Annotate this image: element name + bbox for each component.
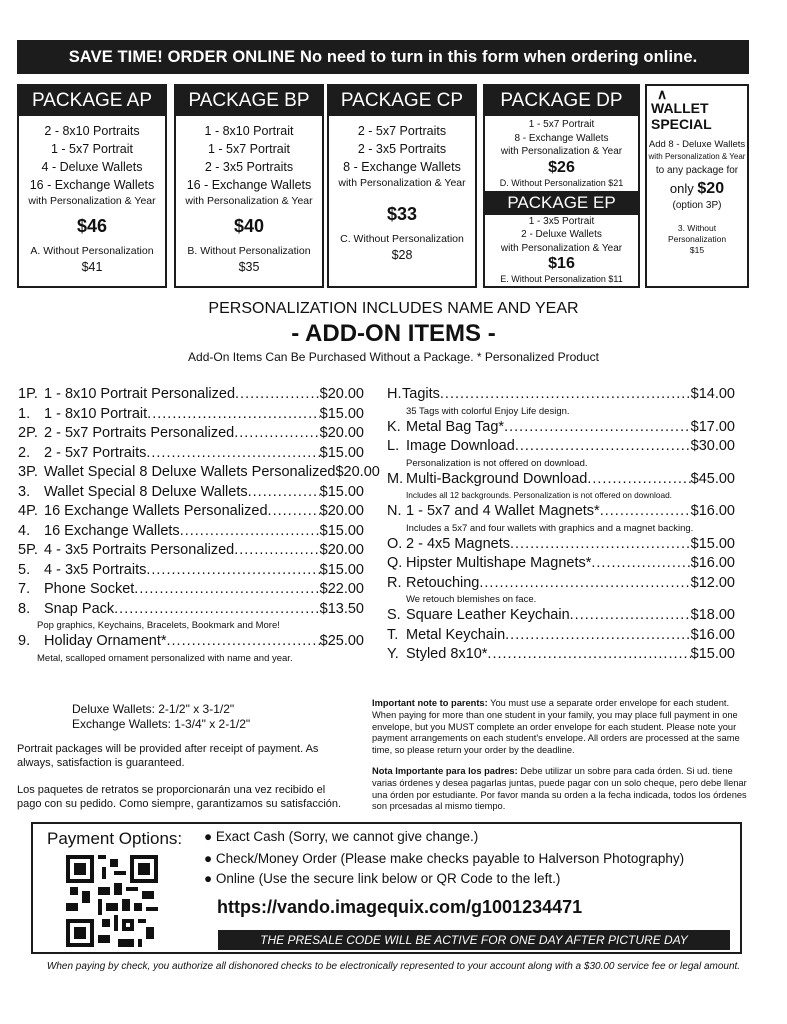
package-ep-price: $16	[548, 255, 575, 272]
addon-row: 3P. Wallet Special 8 Deluxe Wallets Personalized $20.00	[18, 464, 380, 480]
bullet-icon: ●	[204, 829, 216, 844]
package-line: 4 - Deluxe Wallets	[41, 160, 143, 174]
parents-note-es-heading: Nota Importante para los padres:	[372, 766, 518, 776]
package-line: 16 - Exchange Wallets	[29, 178, 155, 192]
payment-option-online: ● Online (Use the secure link below or QR Code to the left.)	[204, 871, 561, 886]
package-line: with Personalization & Year	[185, 195, 313, 207]
parents-note-en	[372, 698, 750, 757]
package-line: 1 - 5x7 Portrait	[51, 142, 133, 156]
portrait-note-en: Portrait packages will be provided after receipt of payment. As always, satisfaction is guaranteed.	[17, 743, 319, 769]
package-dp-title: PACKAGE DP	[485, 86, 638, 116]
addon-note: Pop graphics, Keychains, Bracelets, Bookmark and More!	[37, 620, 280, 631]
order-online-banner: SAVE TIME! ORDER ONLINE No need to turn in this form when ordering online.	[17, 40, 749, 74]
addon-row: 4P. 16 Exchange Wallets Personalized ..... $20.00	[18, 502, 364, 522]
addon-row: K. Metal Bag Tag* ..... $17.00	[387, 418, 735, 438]
wallet-line: Add 8 - Deluxe Wallets	[648, 139, 746, 150]
package-line: 8 - Exchange Wallets	[514, 132, 609, 144]
addon-title: - ADD-ON ITEMS -	[291, 320, 496, 347]
addon-row: 2P. 2 - 5x7 Portraits Personalized ..... $20.00	[18, 424, 364, 444]
addon-row: T. Metal Keychain ..... $16.00	[387, 626, 735, 646]
package-line: 2 - 3x5 Portraits	[357, 142, 447, 156]
check-disclaimer: When paying by check, you authorize all dishonored checks to be electronically represented to your account along with a $30.00 service fee or legal amount.	[46, 961, 741, 972]
addon-row: 1P. 1 - 8x10 Portrait Personalized ..... $20.00	[18, 385, 364, 405]
addon-row: Q. Hipster Multishape Magnets* ..... $16.00	[387, 554, 735, 574]
addon-row: H. Tagits ..... $14.00	[387, 385, 735, 405]
exchange-wallet-size: Exchange Wallets: 1-3/4" x 2-1/2"	[72, 717, 251, 731]
wallet-title-2: SPECIAL	[651, 116, 712, 132]
wallet-sizes	[72, 702, 250, 732]
package-bp-price: $40	[233, 216, 265, 236]
qr-code-icon[interactable]	[66, 855, 158, 947]
addon-row: 5. 4 - 3x5 Portraits ..... $15.00	[18, 561, 364, 581]
wallet-alt-2: Personalization	[667, 234, 727, 244]
addon-row: N. 1 - 5x7 and 4 Wallet Magnets* ..... $16.00	[387, 502, 735, 522]
package-cp-alt-price: $28	[391, 248, 413, 262]
addon-row: 5P. 4 - 3x5 Portraits Personalized ..... $20.00	[18, 541, 364, 561]
addon-subtitle: Add-On Items Can Be Purchased Without a Package. * Personalized Product	[188, 350, 599, 364]
payment-option-cash: ● Exact Cash (Sorry, we cannot give change.)	[204, 829, 479, 844]
package-line: with Personalization & Year	[338, 177, 466, 189]
wallet-option: (option 3P)	[672, 200, 722, 211]
presale-code-banner: THE PRESALE CODE WILL BE ACTIVE FOR ONE DAY AFTER PICTURE DAY	[218, 930, 730, 950]
package-line: 2 - 5x7 Portraits	[357, 124, 447, 138]
package-cp-title: PACKAGE CP	[329, 86, 475, 116]
package-line: 8 - Exchange Wallets	[343, 160, 461, 174]
parents-note-es-text: Debe utilizar un sobre para cada órden. Si ud. tiene varias órdenes y desea pagarlas juntas, puede pagar con un solo cheque, pero debe llenar una órden por estudiante. Por favor manda su orden a la fecha indicada, todos los órdenes son prcesadas al mismo tiempo.	[372, 766, 747, 812]
package-ep-alt: E. Without Personalization $11	[500, 274, 623, 284]
deluxe-wallet-size: Deluxe Wallets: 2-1/2" x 3-1/2"	[72, 702, 235, 716]
addon-note: We retouch blemishes on face.	[406, 594, 537, 605]
parents-note-en-heading: Important note to parents:	[372, 698, 488, 708]
wallet-special-card	[645, 84, 749, 288]
package-ap-card	[17, 84, 167, 288]
addon-note: Includes a 5x7 and four wallets with graphics and a magnet backing.	[406, 522, 694, 534]
order-url-link[interactable]: https://vando.imagequix.com/g1001234471	[217, 897, 583, 917]
package-line: 2 - Deluxe Wallets	[521, 229, 602, 240]
package-bp-title: PACKAGE BP	[176, 86, 322, 116]
package-ap-alt: A. Without Personalization	[30, 245, 154, 257]
package-ap-price: $46	[76, 216, 108, 236]
bullet-icon: ●	[204, 851, 216, 866]
payment-title: Payment Options:	[47, 829, 183, 848]
parents-note-es	[372, 766, 750, 813]
parents-note-en-text: You must use a separate order envelope for each student. When paying for more than one student in your family, you may place full payment in one envelope, but you MUST complete an order envelope for each student. Please note your payment arrangements on each student's envelope. All orders are processed at the same time, so please return your order by the deadline.	[372, 698, 740, 756]
addon-row: M. Multi-Background Download ..... $45.00	[387, 470, 735, 490]
package-line: 1 - 3x5 Portrait	[528, 215, 595, 227]
package-line: with Personalization & Year	[28, 195, 156, 207]
addon-row: O. 2 - 4x5 Magnets ..... $15.00	[387, 535, 735, 555]
addon-note: Includes all 12 backgrounds. Personalization is not offered on download.	[406, 490, 672, 500]
package-line: with Personalization & Year	[500, 146, 623, 157]
package-ap-title: PACKAGE AP	[19, 86, 165, 116]
addon-note: 35 Tags with colorful Enjoy Life design.	[406, 405, 570, 417]
package-bp-card	[174, 84, 324, 288]
addon-note: Personalization is not offered on download.	[406, 457, 588, 469]
payment-option-check: ● Check/Money Order (Please make checks payable to Halverson Photography)	[204, 851, 685, 866]
package-line: 16 - Exchange Wallets	[186, 178, 312, 192]
portrait-note-es: Los paquetes de retratos se proporcionarán una vez recibido el pago con su pedido. Como siempre, garantizamos su satisfacción.	[17, 784, 342, 810]
addon-row: R. Retouching ..... $12.00	[387, 574, 735, 594]
package-bp-alt: B. Without Personalization	[187, 245, 311, 257]
addon-row: 1. 1 - 8x10 Portrait ..... $15.00	[18, 405, 364, 425]
addon-row: 4. 16 Exchange Wallets ..... $15.00	[18, 522, 364, 542]
package-line: with Personalization & Year	[500, 242, 623, 254]
package-cp-alt: C. Without Personalization	[340, 233, 464, 245]
caret-up-icon: ∧	[657, 86, 668, 102]
wallet-alt-1: 3. Without	[677, 223, 717, 233]
wallet-price: $20	[697, 180, 725, 197]
package-line: 2 - 3x5 Portraits	[204, 160, 294, 174]
wallet-only: only	[669, 181, 694, 196]
addon-row: S. Square Leather Keychain ..... $18.00	[387, 606, 735, 626]
addon-row: 7. Phone Socket ..... $22.00	[18, 580, 364, 600]
package-ap-alt-price: $41	[81, 260, 103, 274]
addon-row: 8. Snap Pack ..... $13.50	[18, 600, 364, 620]
wallet-line: to any package for	[655, 165, 739, 176]
package-line: 1 - 5x7 Portrait	[528, 119, 595, 130]
addon-row: 9. Holiday Ornament* ..... $25.00	[18, 632, 364, 652]
addon-note: Metal, scalloped ornament personalized with name and year.	[37, 652, 293, 664]
personalization-note: PERSONALIZATION INCLUDES NAME AND YEAR	[208, 300, 579, 317]
package-cp-price: $33	[386, 204, 418, 224]
package-line: 1 - 5x7 Portrait	[208, 142, 290, 156]
package-dp-alt: D. Without Personalization $21	[499, 177, 624, 188]
addon-list-left	[18, 385, 380, 665]
addon-list-right	[387, 385, 735, 665]
addon-row: Y. Styled 8x10* ..... $15.00	[387, 645, 735, 665]
package-line: 1 - 8x10 Portrait	[204, 124, 294, 138]
package-dp-ep-card	[483, 84, 640, 288]
addon-row: L. Image Download ..... $30.00	[387, 437, 735, 457]
wallet-title-1: WALLET	[651, 100, 709, 116]
package-cp-card	[327, 84, 477, 288]
addon-row: 3. Wallet Special 8 Deluxe Wallets ..... $15.00	[18, 483, 364, 503]
package-dp-price: $26	[548, 158, 575, 176]
package-ep-title: PACKAGE EP	[485, 191, 638, 215]
package-bp-alt-price: $35	[238, 260, 260, 274]
package-line: 2 - 8x10 Portraits	[44, 124, 140, 138]
addon-row: 2. 2 - 5x7 Portraits ..... $15.00	[18, 444, 364, 464]
bullet-icon: ●	[204, 871, 216, 886]
wallet-alt-price: $15	[689, 245, 705, 255]
wallet-line: with Personalization & Year	[648, 152, 746, 161]
